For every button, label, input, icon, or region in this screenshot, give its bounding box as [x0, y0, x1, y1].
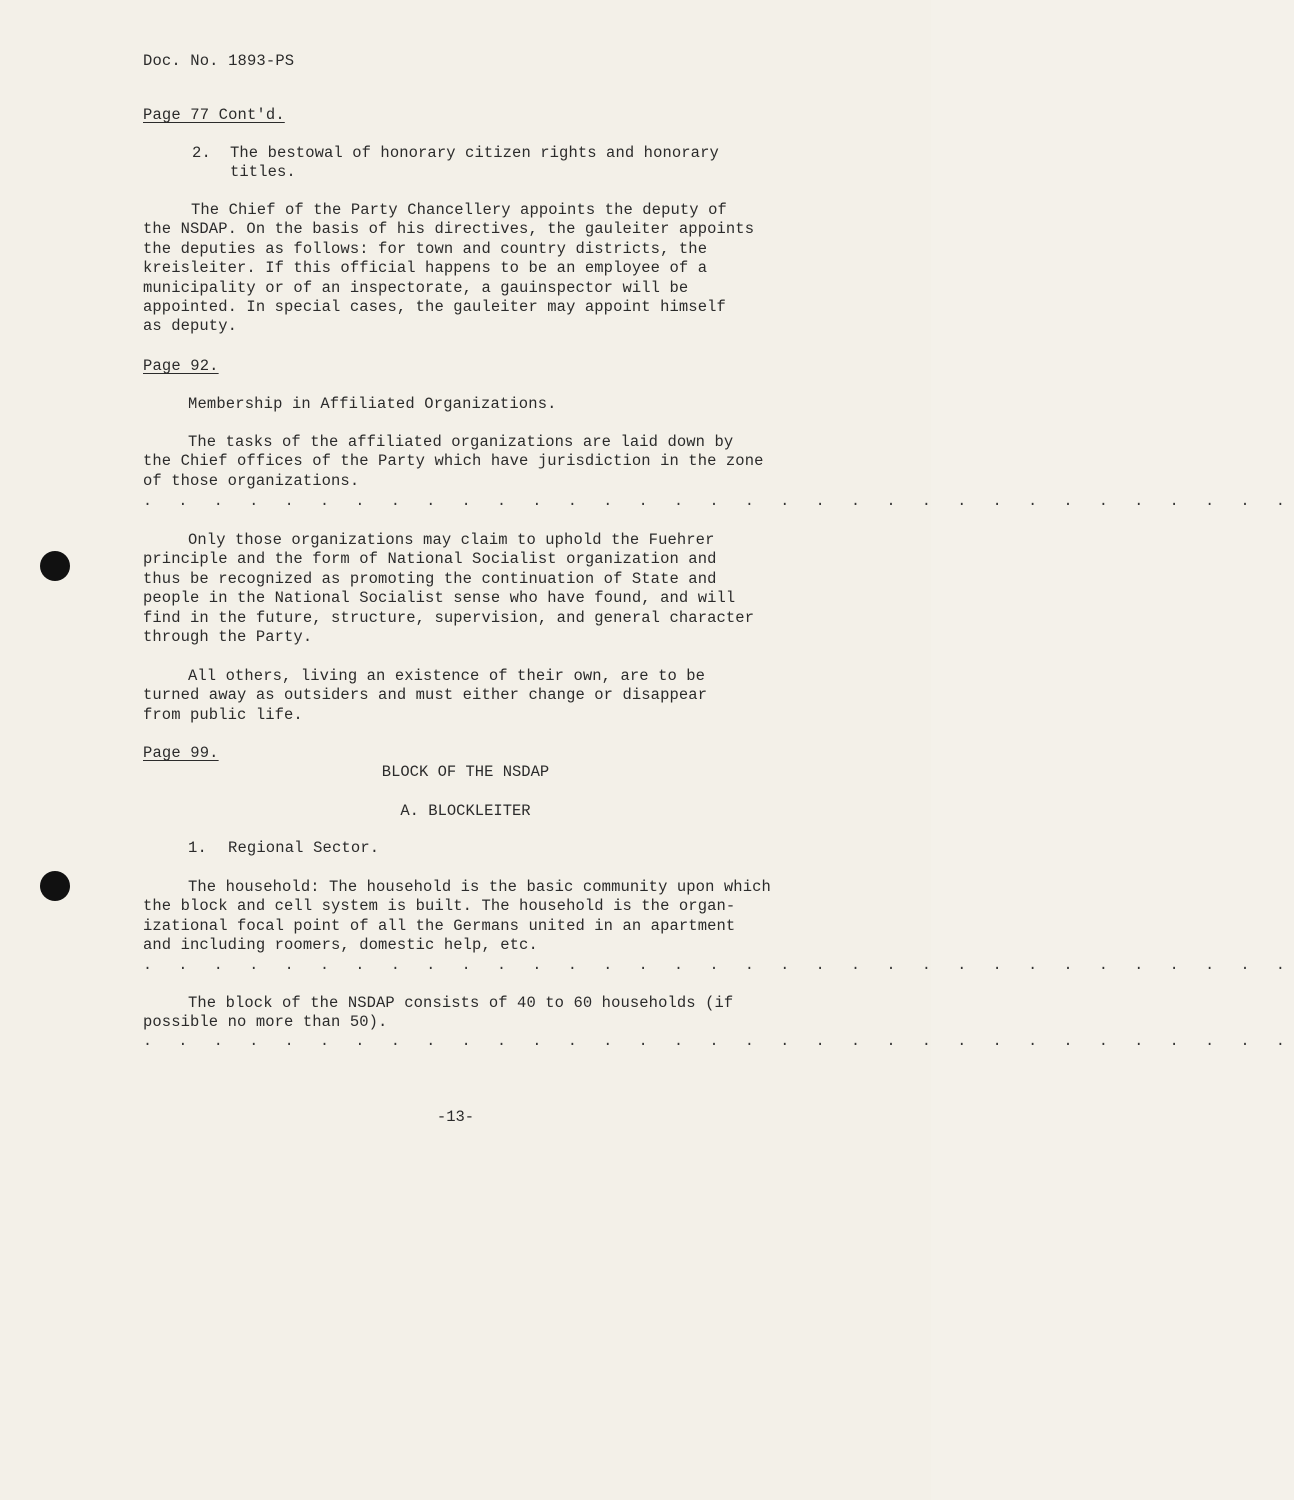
- block-title: BLOCK OF THE NSDAP: [381, 763, 550, 781]
- block-composition-paragraph: The block of the NSDAP consists of 40 to 60 households (if possible no more than 50).: [143, 994, 734, 1032]
- membership-title: Membership in Affiliated Organizations.: [188, 395, 557, 413]
- punch-hole-top: [40, 551, 70, 581]
- regional-sector-label: Regional Sector.: [228, 839, 380, 857]
- p92-paragraph-1: The tasks of the affiliated organizations are laid down by the Chief offices of the Party which have jurisdiction in the zone of those organizations.: [143, 433, 764, 490]
- household-paragraph: The household: The household is the basic community upon which the block and cell system is built. The household is the organ- izational focal point of all the Germans united in an apartment and including roomers, domestic help, etc.: [143, 878, 771, 955]
- ellipsis-divider-2: . . . . . . . . . . . . . . . . . . . . . . . . . . . . . . . . .: [143, 957, 1294, 974]
- page-number: -13-: [436, 1108, 475, 1126]
- p92-paragraph-3: All others, living an existence of their own, are to be turned away as outsiders and must either change or disappear from public life.: [143, 667, 708, 724]
- heading-page-92: Page 92.: [143, 357, 219, 375]
- doc-number: Doc. No. 1893-PS: [143, 52, 295, 70]
- p92-paragraph-2: Only those organizations may claim to uphold the Fuehrer principle and the form of National Socialist organization and thus be recognized as promoting the continuation of State and people in the National Socialist sense who have found, and will find in the future, structure, supervision, and general character through the Party.: [143, 531, 755, 647]
- ellipsis-divider-3: . . . . . . . . . . . . . . . . . . . . . . . . . . . . . . . . .: [143, 1033, 1294, 1050]
- item-2-text: The bestowal of honorary citizen rights and honorary titles.: [230, 144, 719, 182]
- heading-page-99: Page 99.: [143, 744, 219, 762]
- punch-hole-bottom: [40, 871, 70, 901]
- ellipsis-divider-1: . . . . . . . . . . . . . . . . . . . . . . . . . . . . . . . . .: [143, 493, 1294, 510]
- item-number-2: 2.: [192, 144, 211, 162]
- p77-paragraph: The Chief of the Party Chancellery appoints the deputy of the NSDAP. On the basis of his directives, the gauleiter appoints the deputies as follows: for town and country districts, the kreisleiter. If this official happens to be an employee of a municipality or of an inspectorate, a gauinspector will be appointed. In special cases, the gauleiter may appoint himself as deputy.: [143, 201, 755, 336]
- regional-number: 1.: [188, 839, 207, 857]
- block-subtitle: A. BLOCKLEITER: [400, 802, 531, 820]
- heading-page-77: Page 77 Cont'd.: [143, 106, 285, 124]
